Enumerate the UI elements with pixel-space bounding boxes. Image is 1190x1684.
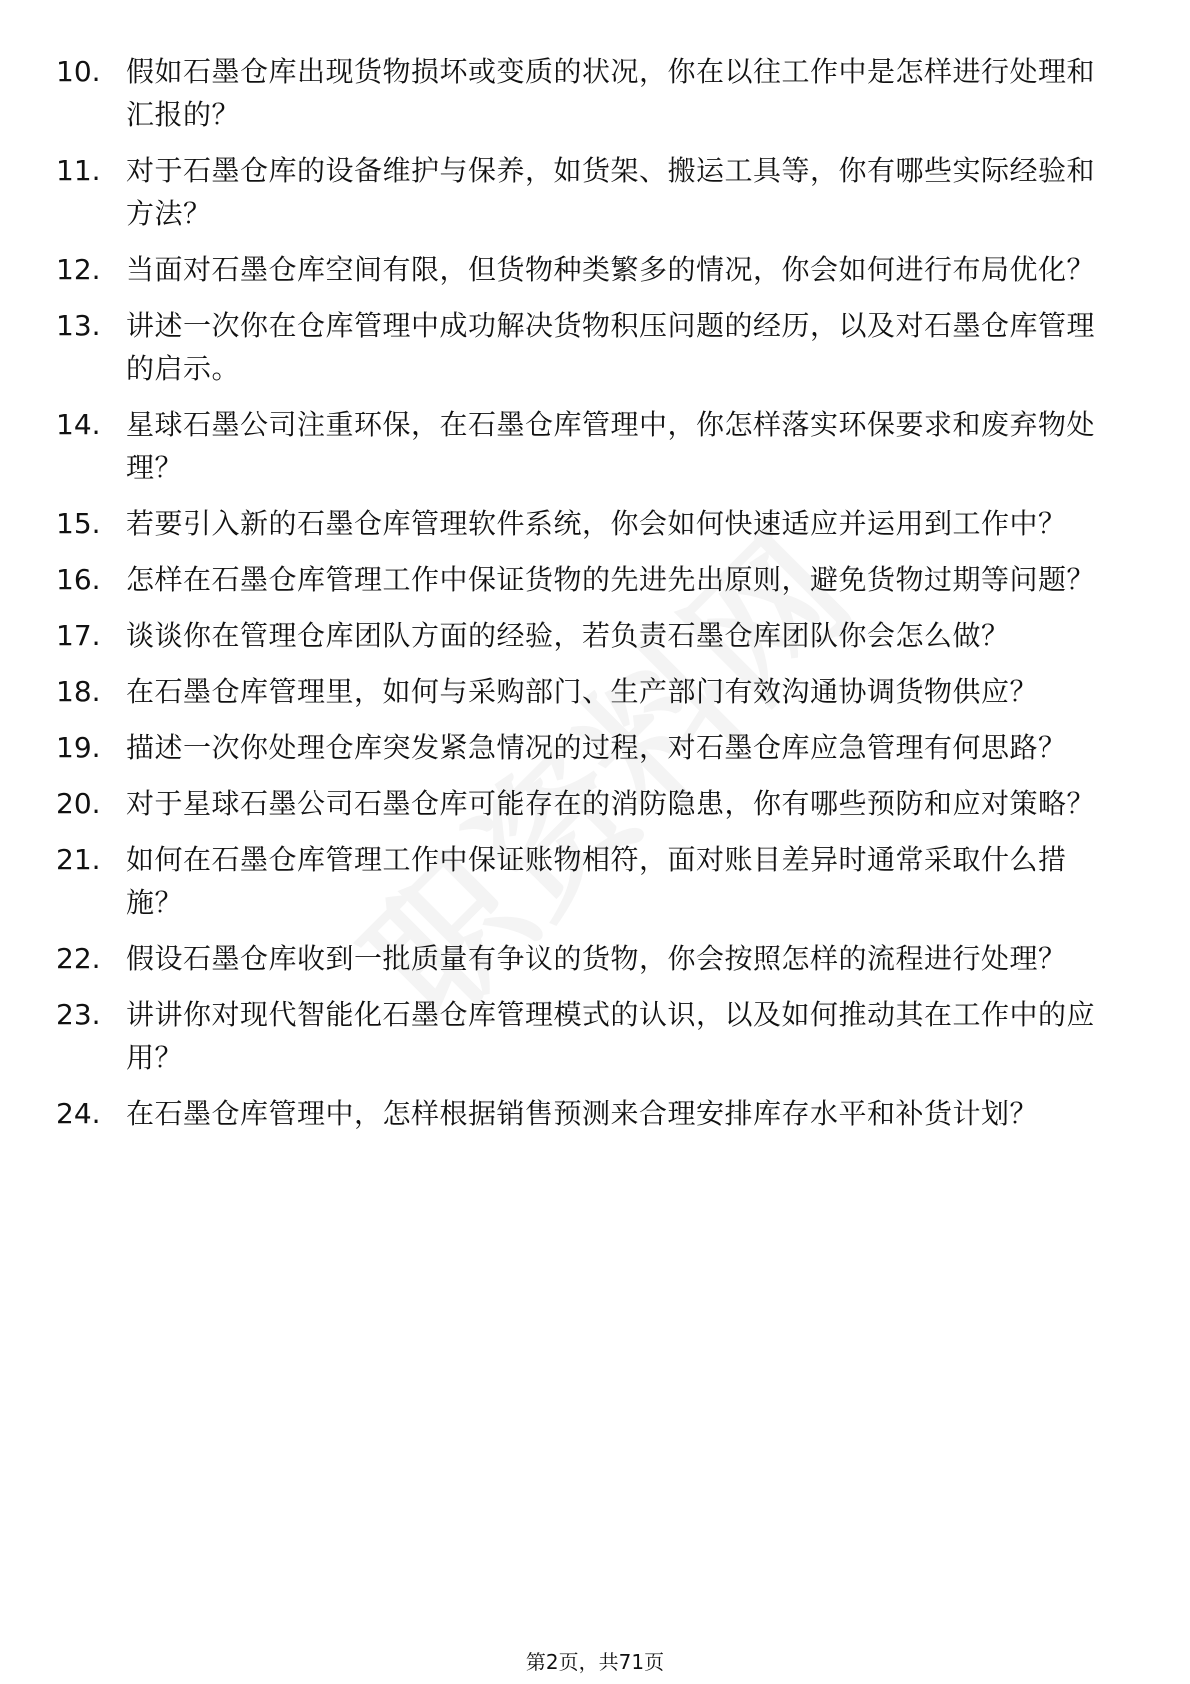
question-list	[56, 50, 1116, 1148]
list-item	[56, 670, 1116, 713]
list-item	[56, 304, 1116, 390]
question-text: 假设石墨仓库收到一批质量有争议的货物，你会按照怎样的流程进行处理？	[126, 942, 1067, 975]
list-item	[56, 937, 1116, 980]
question-number: 10.	[56, 55, 101, 88]
list-item	[56, 838, 1116, 924]
page-footer	[0, 1646, 1190, 1675]
list-item	[56, 614, 1116, 657]
question-number: 20.	[56, 787, 101, 820]
question-text: 在石墨仓库管理里，如何与采购部门、生产部门有效沟通协调货物供应？	[126, 675, 1039, 708]
list-item	[56, 993, 1116, 1079]
question-text: 对于星球石墨公司石墨仓库可能存在的消防隐患，你有哪些预防和应对策略？	[126, 787, 1096, 820]
list-item	[56, 149, 1116, 235]
question-text: 当面对石墨仓库空间有限，但货物种类繁多的情况，你会如何进行布局优化？	[126, 253, 1096, 286]
question-text: 如何在石墨仓库管理工作中保证账物相符，面对账目差异时通常采取什么措施？	[126, 843, 1067, 919]
list-item	[56, 248, 1116, 291]
question-number: 17.	[56, 619, 101, 652]
question-number: 19.	[56, 731, 101, 764]
question-text: 对于石墨仓库的设备维护与保养，如货架、搬运工具等，你有哪些实际经验和方法？	[126, 154, 1096, 230]
question-number: 13.	[56, 309, 101, 342]
list-item	[56, 502, 1116, 545]
question-text: 讲述一次你在仓库管理中成功解决货物积压问题的经历，以及对石墨仓库管理的启示。	[126, 309, 1096, 385]
list-item	[56, 50, 1116, 136]
question-number: 22.	[56, 942, 101, 975]
question-text: 若要引入新的石墨仓库管理软件系统，你会如何快速适应并运用到工作中？	[126, 507, 1067, 540]
question-number: 18.	[56, 675, 101, 708]
question-number: 14.	[56, 408, 101, 441]
question-number: 11.	[56, 154, 101, 187]
list-item	[56, 782, 1116, 825]
question-number: 12.	[56, 253, 101, 286]
list-item	[56, 726, 1116, 769]
page-number-label: 第2页，共71页	[525, 1650, 665, 1674]
question-text: 描述一次你处理仓库突发紧急情况的过程，对石墨仓库应急管理有何思路？	[126, 731, 1067, 764]
question-text: 怎样在石墨仓库管理工作中保证货物的先进先出原则，避免货物过期等问题？	[126, 563, 1096, 596]
question-number: 16.	[56, 563, 101, 596]
list-item	[56, 558, 1116, 601]
question-text: 星球石墨公司注重环保，在石墨仓库管理中，你怎样落实环保要求和废弃物处理？	[126, 408, 1096, 484]
question-text: 假如石墨仓库出现货物损坏或变质的状况，你在以往工作中是怎样进行处理和汇报的？	[126, 55, 1096, 131]
question-number: 24.	[56, 1097, 101, 1130]
question-text: 谈谈你在管理仓库团队方面的经验，若负责石墨仓库团队你会怎么做？	[126, 619, 1010, 652]
list-item	[56, 1092, 1116, 1135]
question-text: 讲讲你对现代智能化石墨仓库管理模式的认识，以及如何推动其在工作中的应用？	[126, 998, 1096, 1074]
question-number: 15.	[56, 507, 101, 540]
list-item	[56, 403, 1116, 489]
question-number: 21.	[56, 843, 101, 876]
question-text: 在石墨仓库管理中，怎样根据销售预测来合理安排库存水平和补货计划？	[126, 1097, 1039, 1130]
question-number: 23.	[56, 998, 101, 1031]
